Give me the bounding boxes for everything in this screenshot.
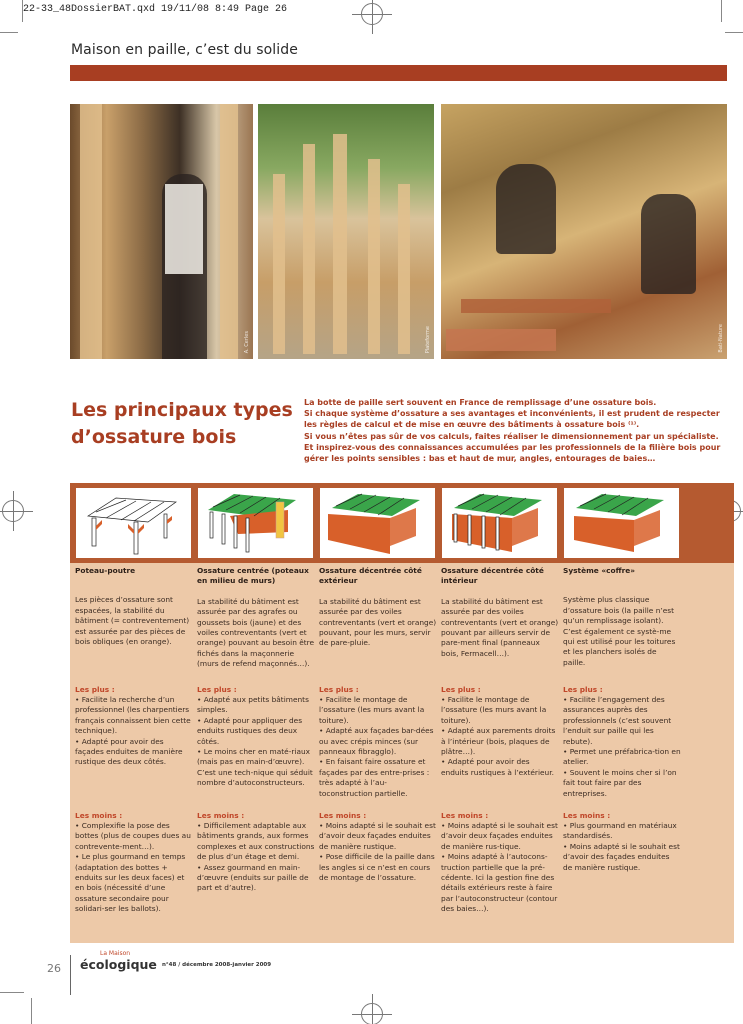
moins-item: • Moins adapté si le souhait est d’avoir deux façades enduites de manière rustique. [319, 821, 437, 852]
registration-mark-icon [2, 500, 24, 522]
intro-line: La botte de paille sert souvent en France de remplissage d’une ossature bois. [304, 398, 657, 407]
registration-mark-icon [361, 3, 383, 25]
plus-list [441, 695, 559, 778]
framing-column-systeme-coffre [563, 563, 681, 872]
framing-column-decentree-interieur [441, 563, 559, 914]
column-title: Système «coffre» [563, 566, 636, 575]
interior-offset-frame-diagram [442, 488, 557, 558]
plus-list [563, 695, 681, 799]
footer-divider [70, 955, 71, 995]
crop-mark [721, 0, 722, 22]
intro-line: Si vous n’êtes pas sûr de vos calculs, faites réaliser le dimensionnement par un spécialiste. [304, 431, 719, 441]
plus-item: • Adapté aux parements droits à l’intérieur (bois, plaques de plâtre…). [441, 726, 559, 757]
title-line: d’ossature bois [71, 426, 237, 448]
framing-column-decentree-exterieur [319, 563, 437, 883]
plus-item: • Adapté aux façades bar-dées ou avec crépis minces (sur panneaux fibragglo). [319, 726, 437, 757]
page-number: 26 [47, 962, 61, 975]
plus-item: • Permet une préfabrica-tion en atelier. [563, 747, 681, 768]
plus-item: • Souvent le moins cher si l’on fait tout faire par des entreprises. [563, 768, 681, 799]
moins-label: Les moins : [75, 811, 123, 820]
moins-item: • Moins adapté si le souhait est d’avoir des façades enduites de manière rustique. [563, 842, 681, 873]
post-and-beam-diagram [76, 488, 191, 558]
plus-label: Les plus : [197, 685, 237, 694]
framing-column-poteau-poutre [75, 563, 193, 914]
plus-item: • Facilite la recherche d’un professionnel (les charpentiers français connaissent bien cette technique). [75, 695, 193, 737]
plus-item: • En faisant faire ossature et façades par des entre-prises : très adapté à l’au-toconstruction partielle. [319, 757, 437, 799]
moins-item: • Pose difficile de la paille dans les angles si ce n’est en cours de montage de l’ossature. [319, 852, 437, 883]
magazine-name: écologique [80, 957, 157, 972]
photo-straw-bale-filling [441, 104, 727, 359]
moins-label: Les moins : [563, 811, 611, 820]
crop-mark [22, 0, 23, 22]
article-intro [304, 397, 724, 464]
plus-list [75, 695, 193, 768]
article-title [71, 397, 293, 451]
column-title: Ossature décentrée côté intérieur [441, 566, 544, 586]
plus-label: Les plus : [319, 685, 359, 694]
photo-credit: Plateforme [425, 325, 431, 353]
moins-item: • Assez gourmand en main-d’œuvre (enduits sur paille de part et d’autre). [197, 863, 315, 894]
crop-mark [0, 992, 24, 993]
column-title: Ossature centrée (poteaux en milieu de murs) [197, 566, 309, 586]
photo-credit: Bati-Nature [718, 324, 724, 353]
moins-item: • Difficilement adaptable aux bâtiments grands, aux formes complexes et aux constructions de plus d’un étage et demi. [197, 821, 315, 863]
magazine-name-prefix: La Maison [100, 950, 131, 957]
photo-credit: A. Cerles [244, 330, 250, 353]
crop-mark [725, 32, 743, 33]
intro-line: gérer les points sensibles : bas et haut de mur, angles, entourages de baies… [304, 454, 656, 464]
moins-list [319, 821, 437, 883]
plus-item: • Le moins cher en maté-riaux (mais pas en main-d’œuvre). C’est une tech-nique qui séduit nombre d’autoconstructeurs. [197, 747, 315, 789]
column-description: La stabilité du bâtiment est assurée par des agrafes ou goussets bois (jaune) et des voiles contreventants (vert et orange) pouvant au besoin être fichés dans la maçonnerie (murs de refend maçonnés…). [197, 596, 315, 669]
plus-item: • Facilite le montage de l’ossature (les murs avant la toiture). [441, 695, 559, 726]
plus-label: Les plus : [441, 685, 481, 694]
plus-label: Les plus : [563, 685, 603, 694]
issue-info: n°48 / décembre 2008-janvier 2009 [162, 962, 272, 968]
moins-list [75, 821, 193, 915]
title-line: Les principaux types [71, 399, 293, 421]
photo-carpenter-with-drill [70, 104, 253, 359]
plus-item: • Adapté pour appliquer des enduits rustiques des deux côtés. [197, 716, 315, 747]
column-description: La stabilité du bâtiment est assurée par des voiles contreventants (vert et orange) pouvant par ailleurs servir de pare-ment final (panneaux bois, Fermacell…). [441, 596, 559, 658]
moins-item: • Moins adapté à l’autocons-truction partielle que la pré-cédente. Ici la gestion fine des détails extérieurs reste à faire par l’autoconstructeur (contour des baies…). [441, 852, 559, 914]
exterior-offset-frame-diagram [320, 488, 435, 558]
moins-list [197, 821, 315, 894]
running-head: Maison en paille, c’est du solide [71, 42, 298, 58]
column-description: Les pièces d’ossature sont espacées, la stabilité du bâtiment (= contreventement) est assurée par des pièces de bois obliques (en orange). [75, 595, 190, 647]
intro-line: les règles de calcul et de mise en œuvre des bâtiments à ossature bois ⁽¹⁾. [304, 420, 640, 430]
framing-types-panel [70, 483, 734, 943]
column-title: Ossature décentrée côté extérieur [319, 566, 422, 586]
registration-mark-icon [361, 1003, 383, 1024]
moins-item: • Moins adapté si le souhait est d’avoir deux façades enduites de manière rus-tique. [441, 821, 559, 852]
framing-column-ossature-centree [197, 563, 315, 893]
column-title: Poteau-poutre [75, 566, 136, 575]
photo-wooden-frame-panels [258, 104, 434, 359]
moins-item: • Le plus gourmand en temps (adaptation des bottes + enduits sur les deux faces) et en bois (nécessité d’une ossature secondaire pour solidari-ser les ballots). [75, 852, 193, 914]
moins-list [441, 821, 559, 915]
moins-label: Les moins : [197, 811, 245, 820]
plus-label: Les plus : [75, 685, 115, 694]
moins-label: Les moins : [319, 811, 367, 820]
plus-list [319, 695, 437, 799]
crop-mark [0, 32, 18, 33]
intro-line: Si chaque système d’ossature a ses avantages et inconvénients, il est prudent de respecter [304, 409, 720, 419]
plus-list [197, 695, 315, 789]
plus-item: • Adapté pour avoir des enduits rustiques à l’extérieur. [441, 757, 559, 778]
moins-list [563, 821, 681, 873]
column-description: La stabilité du bâtiment est assurée par des voiles contreventants (vert et orange) pouvant, pour les murs, servir de pare-pluie. [319, 596, 437, 648]
diagram-row [70, 483, 734, 563]
column-description: Système plus classique d’ossature bois (la paille n’est qu’un remplissage isolant). C’est également ce systè-me qui est utilisé pour les toitures et les planchers isolés de paille. [563, 595, 676, 667]
moins-item: • Plus gourmand en matériaux standardisés. [563, 821, 681, 842]
box-system-diagram [564, 488, 679, 558]
plus-item: • Facilite l’engagement des assurances auprès des professionnels (c’est souvent l’enduit sur paille qui les rebute). [563, 695, 681, 747]
centered-frame-diagram [198, 488, 313, 558]
plus-item: • Facilite le montage de l’ossature (les murs avant la toiture). [319, 695, 437, 726]
moins-label: Les moins : [441, 811, 489, 820]
plus-item: • Adapté pour avoir des façades enduites de manière rustique des deux côtés. [75, 737, 193, 768]
plus-item: • Adapté aux petits bâtiments simples. [197, 695, 315, 716]
print-slug: 22-33_48DossierBAT.qxd 19/11/08 8:49 Page 26 [23, 4, 288, 15]
intro-line: Et inspirez-vous des connaissances accumulées par les professionnels de la filière bois pour [304, 442, 721, 452]
crop-mark [31, 998, 32, 1024]
moins-item: • Complexifie la pose des bottes (plus de coupes dues au contrevente-ment…). [75, 821, 193, 852]
header-bar [70, 65, 727, 81]
